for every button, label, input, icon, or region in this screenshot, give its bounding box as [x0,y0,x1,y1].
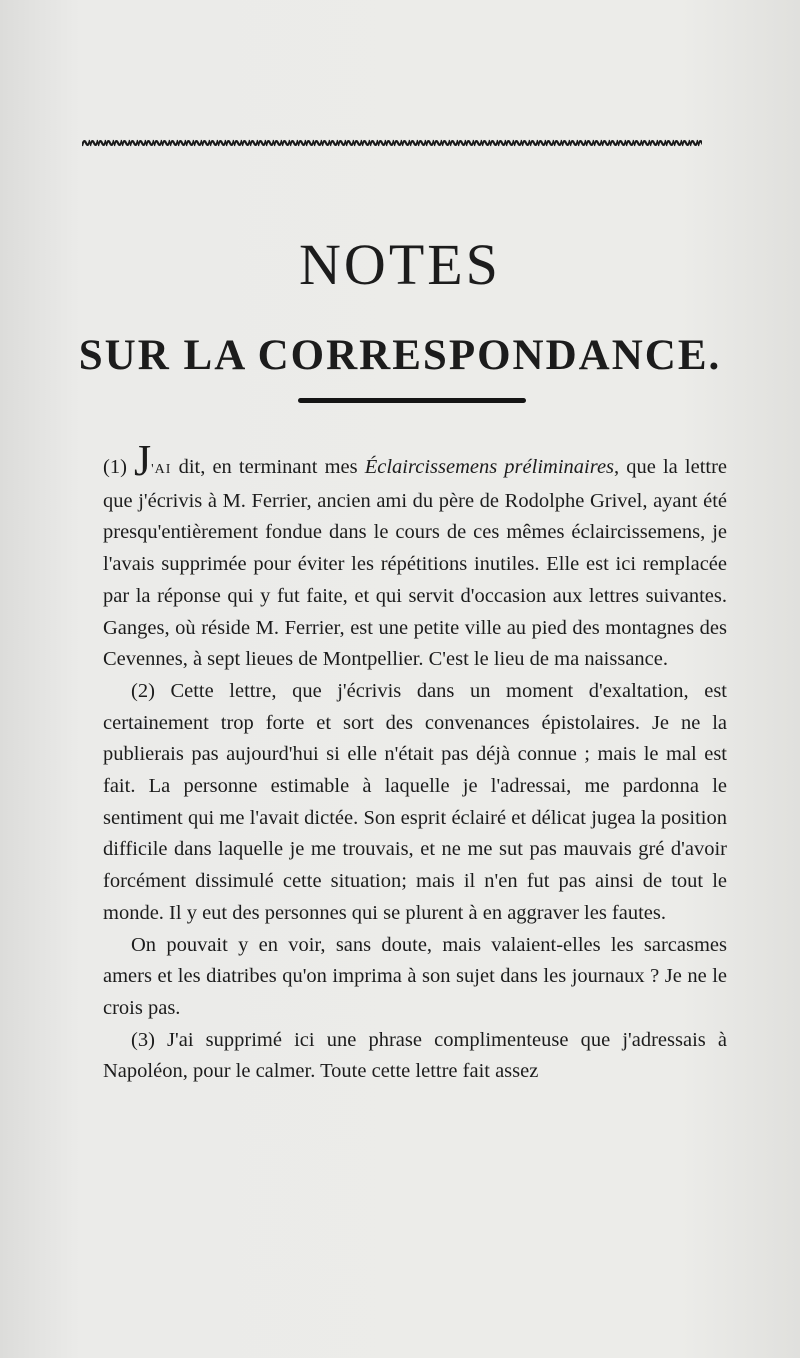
small-caps: 'AI [151,462,172,477]
italic-title: Éclaircissemens préliminaires [364,456,615,478]
note-number: (1) [103,456,135,478]
note-text: dit, en terminant mes [171,456,365,478]
note-text: , que la lettre que j'écrivis à M. Ferrier, ancien ami du père de Rodolphe Grivel, ayant été presqu'entièrement fondue dans le cours de ces mêmes éclaircissemens, je l'avais supprimée pour éviter les répétitions inutiles. Elle est ici remplacée par la réponse qui y fut faite, et qui servit d'occasion aux lettres suivantes. Ganges, où réside M. Ferrier, est une petite ville au pied des montagnes des Cevennes, à sept lieues de Montpellier. C'est le lieu de ma naissance. [103,456,728,671]
note-1 [103,436,728,676]
drop-cap: J [134,436,152,485]
page-title: NOTES [299,231,501,297]
note-2: (2) Cette lettre, que j'écrivis dans un moment d'exaltation, est certainement trop forte et sort des convenances épistolaires. Je ne la publierais pas aujourd'hui si elle n'était pas déjà connue ; mais le mal est fait. La personne estimable à laquelle je l'adressai, me pardonna le sentiment qui me l'avait dictée. Son esprit éclairé et délicat jugea la position difficile dans laquelle je me trouvais, et ne me sut pas mauvais gré d'avoir forcément dissimulé cette situation; mais il n'en fut pas ainsi de tout le monde. Il y eut des personnes qui se plurent à en aggraver les fautes. [103,679,727,924]
body-text [103,436,728,1088]
note-3: (3) J'ai supprimé ici une phrase complimenteuse que j'adressais à Napoléon, pour le calmer. Toute cette lettre fait assez [103,1028,727,1083]
divider [298,398,526,403]
page-subtitle: SUR LA CORRESPONDANCE. [78,331,722,379]
paragraph: On pouvait y en voir, sans doute, mais valaient-elles les sarcasmes amers et les diatribes qu'on imprima à son sujet dans les journaux ? Je ne le crois pas. [103,933,727,1019]
ornamental-rule [82,136,702,150]
